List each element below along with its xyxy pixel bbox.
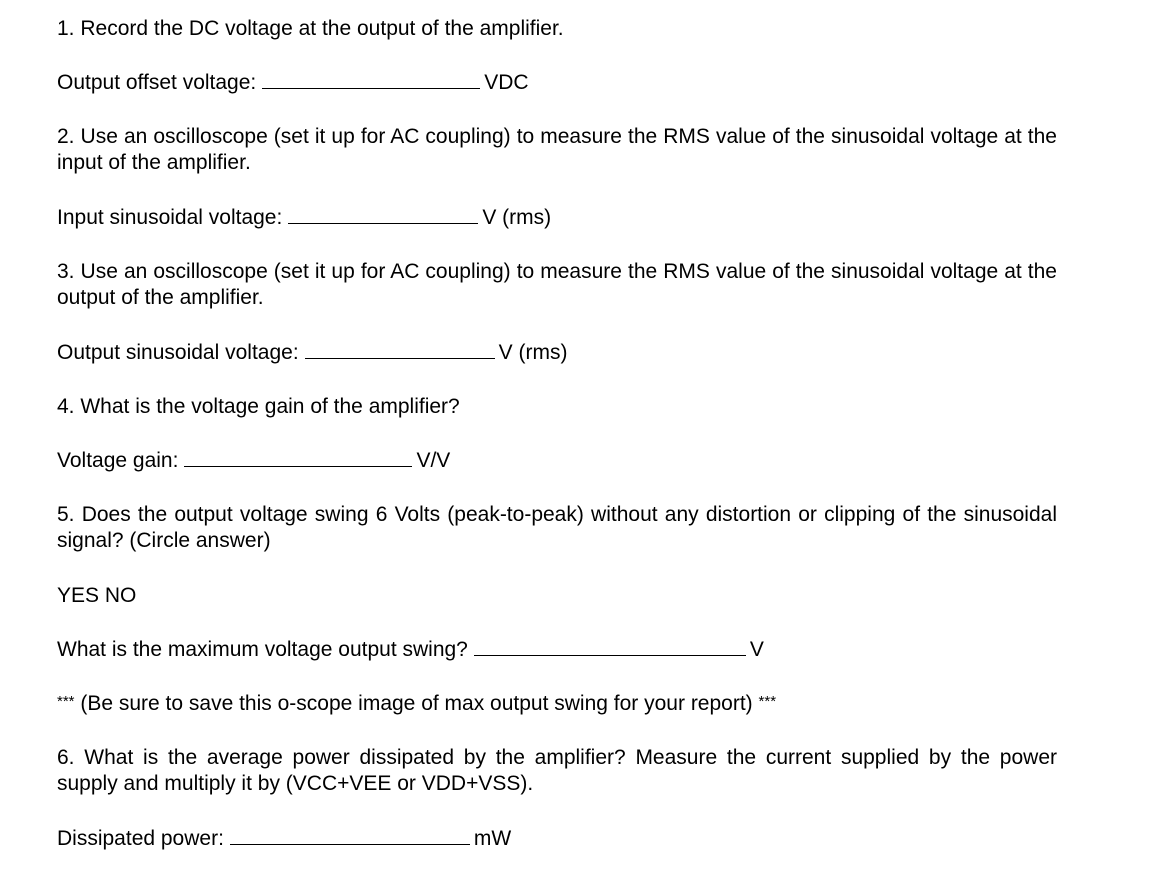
- q6-unit: mW: [473, 827, 512, 850]
- q1-answer-line: [57, 70, 529, 96]
- q5-note-line: [57, 691, 776, 717]
- q6-answer-line: [57, 826, 511, 852]
- q1-question: 1. Record the DC voltage at the output of the amplifier.: [57, 17, 564, 40]
- q3-blank[interactable]: [305, 340, 495, 359]
- q6-question: 6. What is the average power dissipated by the amplifier? Measure the current supplied by the power supply and multiply it by (VCC+VEE or VDD+VSS).: [57, 746, 1057, 795]
- q5-followup-label: What is the maximum voltage output swing?: [57, 638, 468, 661]
- q5-followup-blank[interactable]: [474, 637, 746, 656]
- q5-note: (Be sure to save this o-scope image of max output swing for your report): [80, 692, 753, 715]
- q4-answer-line: [57, 448, 450, 474]
- q6-label: Dissipated power:: [57, 827, 224, 850]
- q4-label: Voltage gain:: [57, 449, 179, 472]
- q1-label: Output offset voltage:: [57, 71, 257, 94]
- q2-answer-line: [57, 205, 551, 231]
- q2-question: 2. Use an oscilloscope (set it up for AC coupling) to measure the RMS value of the sinusoidal voltage at the input of the amplifier.: [57, 125, 1057, 174]
- q2-unit: V (rms): [482, 206, 552, 229]
- q5-question: 5. Does the output voltage swing 6 Volts (peak-to-peak) without any distortion or clipping of the sinusoidal signal? (Circle answer): [57, 503, 1057, 552]
- note-stars-left: ***: [57, 693, 75, 710]
- q1-blank[interactable]: [262, 70, 480, 89]
- note-stars-right: ***: [758, 693, 777, 710]
- q4-blank[interactable]: [184, 448, 412, 467]
- q4-unit: V/V: [416, 449, 451, 472]
- q2-blank[interactable]: [288, 205, 478, 224]
- q5-choices[interactable]: YES NO: [57, 584, 137, 607]
- q5-followup-unit: V: [749, 638, 764, 661]
- q3-question: 3. Use an oscilloscope (set it up for AC coupling) to measure the RMS value of the sinusoidal voltage at the output of the amplifier.: [57, 260, 1057, 309]
- q6-blank[interactable]: [230, 826, 470, 845]
- q3-label: Output sinusoidal voltage:: [57, 341, 299, 364]
- q3-answer-line: [57, 340, 567, 366]
- q5-followup-line: [57, 637, 764, 663]
- q2-label: Input sinusoidal voltage:: [57, 206, 283, 229]
- q3-unit: V (rms): [498, 341, 568, 364]
- q1-unit: VDC: [484, 71, 529, 94]
- q4-question: 4. What is the voltage gain of the amplifier?: [57, 395, 460, 418]
